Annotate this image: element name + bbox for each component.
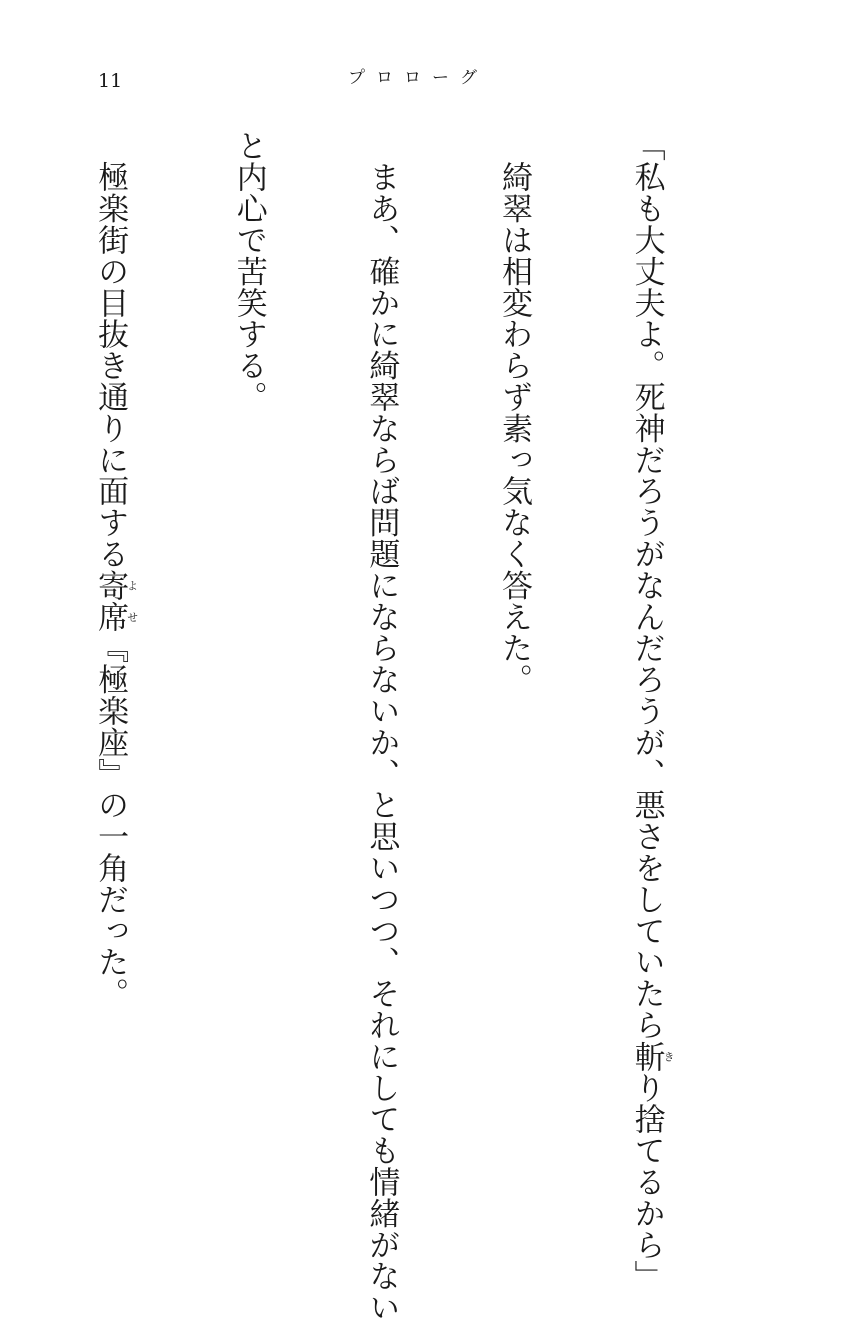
text-line: 綺翠は相変わらず素っ気なく答えた。 <box>495 130 532 696</box>
text-line: 「私も大丈夫よ。死神だろうがなんだろうが、悪さをしていたら斬きり捨てるから」 <box>628 130 676 1292</box>
text-line: まあ、確かに綺翠ならば問題にならないか、と思いつつ、それにしても情緒がない <box>363 130 400 1323</box>
body-text <box>83 130 763 1323</box>
text-line: 極楽街の目抜き通りに面する寄席よせ『極楽座』の一角だった。 <box>92 130 139 1010</box>
ruby-word: 寄席よせ <box>92 569 139 633</box>
ruby-word: 斬き <box>628 1040 676 1073</box>
running-head: プロローグ <box>348 68 488 88</box>
text-line: と内心で苦笑する。 <box>230 130 267 413</box>
page-number: 11 <box>98 70 123 92</box>
